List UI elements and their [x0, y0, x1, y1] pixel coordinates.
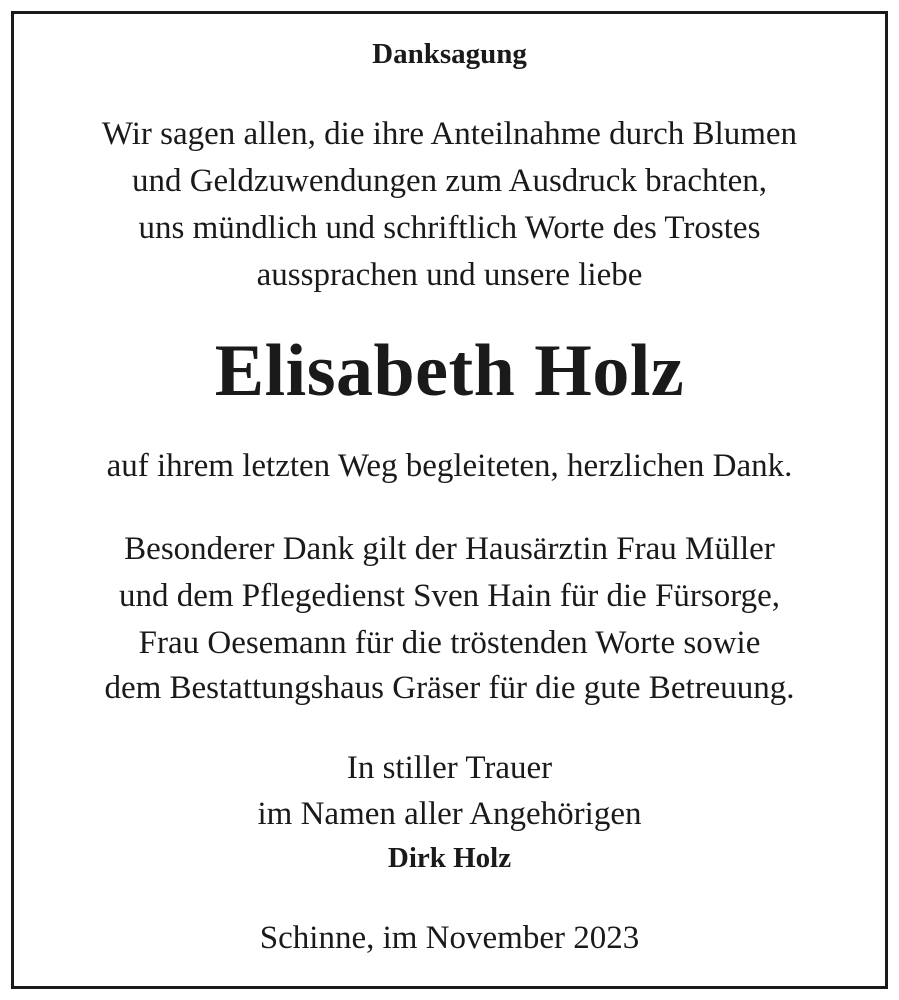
mourning-line-2: im Namen aller Angehörigen: [257, 796, 642, 832]
notice-heading: Danksagung: [372, 38, 527, 70]
closing-line: auf ihrem letzten Weg begleiteten, herzlichen Dank.: [106, 448, 793, 484]
special-thanks-line-3: Frau Oesemann für die tröstenden Worte sowie: [138, 625, 761, 661]
mourning-line-1: In stiller Trauer: [346, 750, 553, 786]
special-thanks-line-1: Besonderer Dank gilt der Hausärztin Frau Müller: [124, 531, 775, 567]
place-date: Schinne, im November 2023: [259, 920, 640, 956]
special-thanks-line-2: und dem Pflegedienst Sven Hain für die Fürsorge,: [118, 578, 781, 614]
deceased-name: Elisabeth Holz: [214, 330, 685, 412]
intro-line-4: aussprachen und unsere liebe: [256, 257, 643, 293]
special-thanks-line-4: dem Bestattungshaus Gräser für die gute Betreuung.: [104, 670, 795, 706]
intro-line-1: Wir sagen allen, die ihre Anteilnahme durch Blumen: [101, 116, 798, 152]
intro-line-2: und Geldzuwendungen zum Ausdruck brachten,: [131, 163, 768, 199]
signer-name: Dirk Holz: [387, 842, 512, 874]
intro-line-3: uns mündlich und schriftlich Worte des Trostes: [138, 210, 761, 246]
